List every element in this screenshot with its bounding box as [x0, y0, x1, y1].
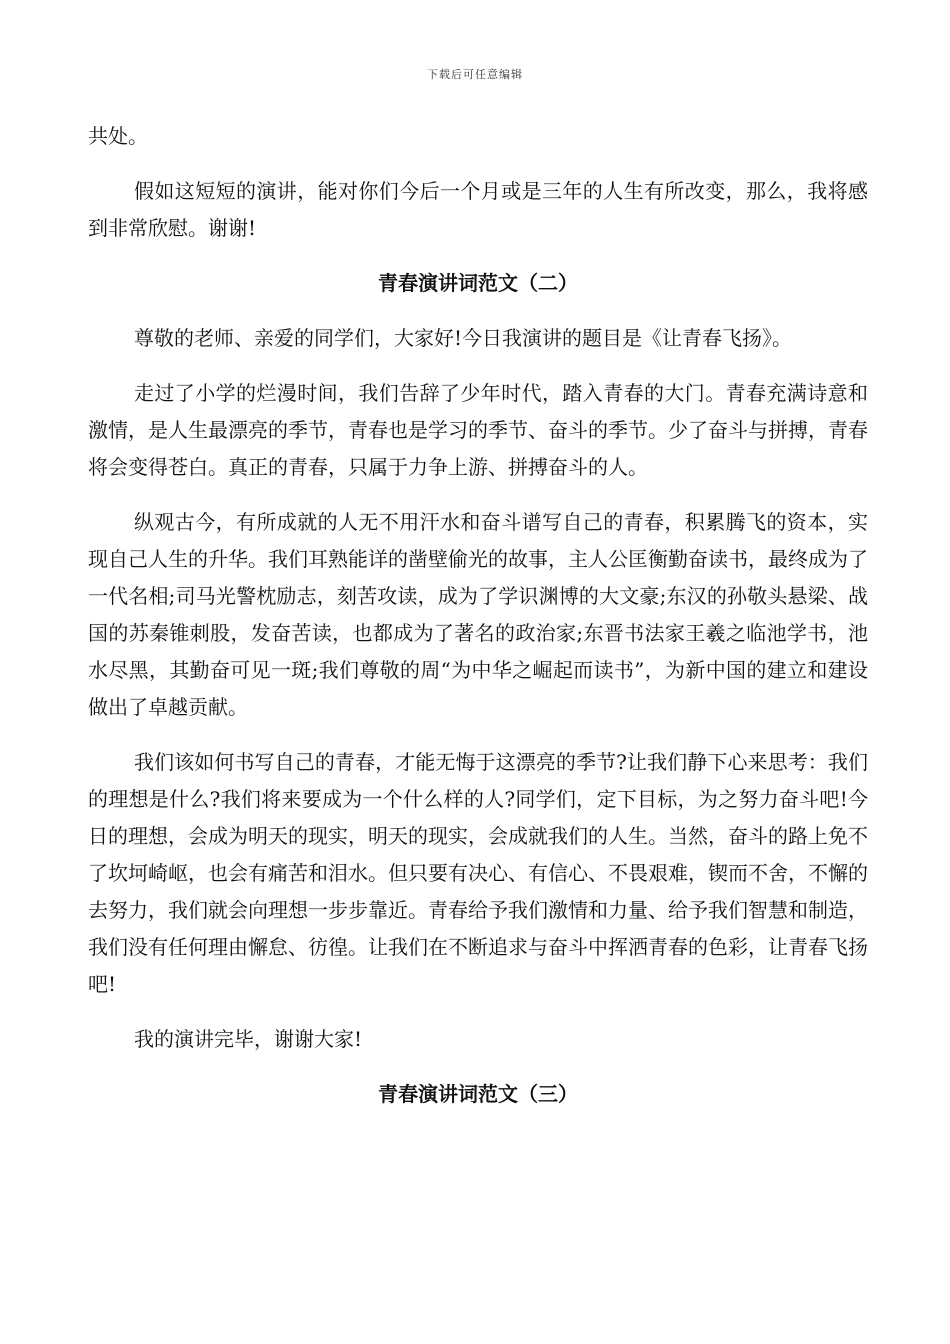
section-heading-three: 青春演讲词范文（三）	[378, 1082, 578, 1106]
section-heading-two: 青春演讲词范文（二）	[378, 271, 578, 295]
paragraph-historical-examples: 纵观古今，有所成就的人无不用汗水和奋斗谱写自己的青春，积累腾飞的资本，实现自己人生的升华。我们耳熟能详的凿壁偷光的故事，主人公匡衡勤奋读书，最终成为了一代名相;司马光警枕励志，刻苦攻读，成为了学识渊博的大文豪;东汉的孙敬头悬梁、战国的苏秦锥刺股，发奋苦读，也都成为了著名的政治家;东晋书法家王羲之临池学书，池水尽黑，其勤奋可见一斑;我们尊敬的周“为中华之崛起而读书”，为新中国的建立和建设做出了卓越贡献。	[88, 510, 868, 719]
paragraph-speech-end: 我的演讲完毕，谢谢大家!	[134, 1027, 363, 1051]
page-header: 下载后可任意编辑	[427, 68, 523, 81]
paragraph-ending: 共处。	[88, 124, 148, 148]
paragraph-how-to-write-youth: 我们该如何书写自己的青春，才能无悔于这漂亮的季节?让我们静下心来思考：我们的理想是什么?我们将来要成为一个什么样的人?同学们，定下目标，为之努力奋斗吧!今日的理想，会成为明天的现实，明天的现实，会成就我们的人生。当然，奋斗的路上免不了坎坷崎岖，也会有痛苦和泪水。但只要有决心、有信心、不畏艰难，锲而不舍，不懈的去努力，我们就会向理想一步步靠近。青春给予我们激情和力量、给予我们智慧和制造，我们没有任何理由懈怠、彷徨。让我们在不断追求与奋斗中挥洒青春的色彩，让青春飞扬吧!	[88, 750, 868, 996]
paragraph-youth-season: 走过了小学的烂漫时间，我们告辞了少年时代，踏入青春的大门。青春充满诗意和激情，是人生最漂亮的季节，青春也是学习的季节、奋斗的季节。少了奋斗与拼搏，青春将会变得苍白。真正的青春，只属于力争上游、拼搏奋斗的人。	[88, 381, 868, 479]
document-body	[88, 118, 868, 1131]
paragraph-closing-thanks: 假如这短短的演讲，能对你们今后一个月或是三年的人生有所改变，那么，我将感到非常欣慰。谢谢!	[88, 179, 868, 240]
paragraph-greeting: 尊敬的老师、亲爱的同学们，大家好!今日我演讲的题目是《让青春飞扬》。	[134, 326, 793, 350]
